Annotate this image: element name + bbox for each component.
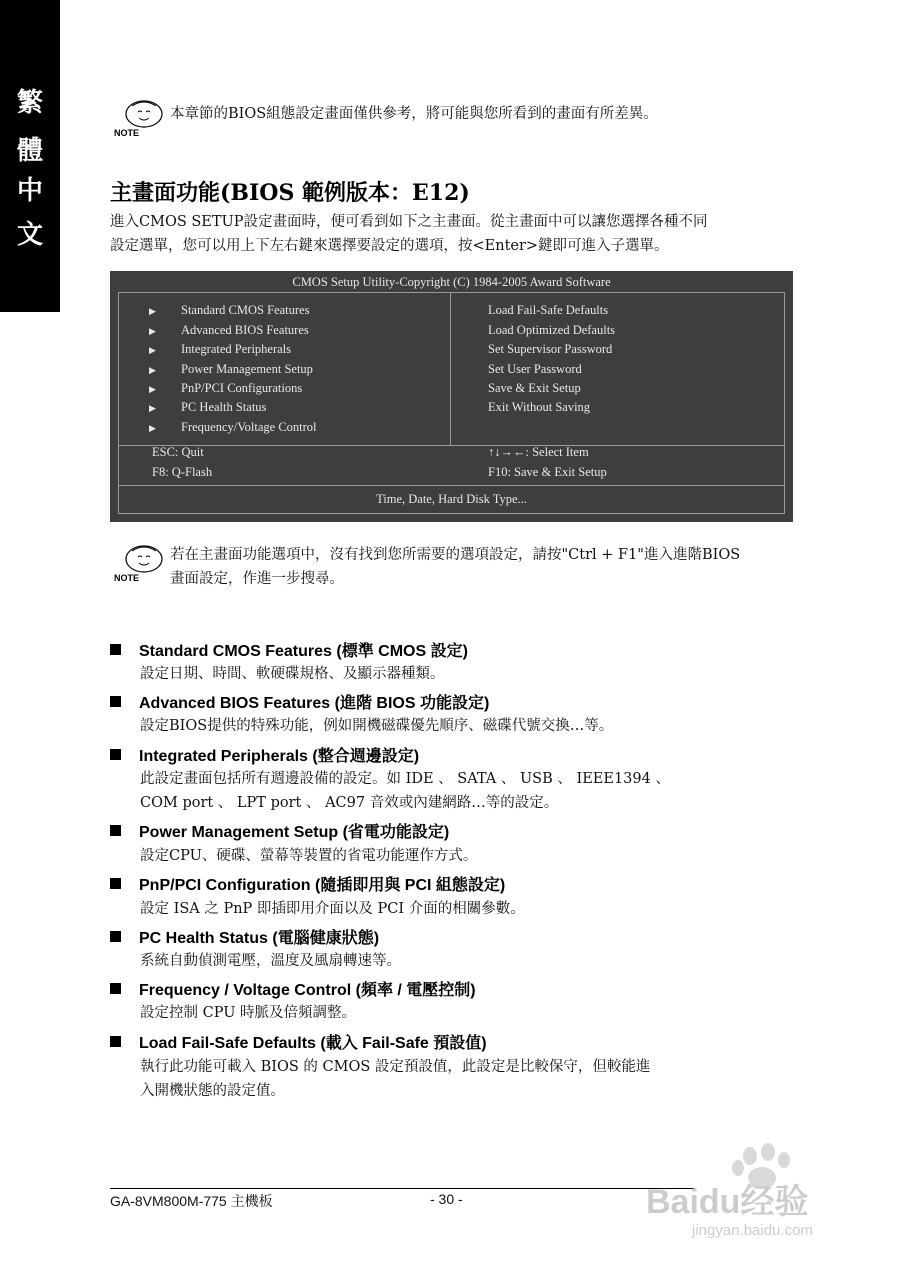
bios-key-f8: F8: Q-Flash: [152, 465, 213, 479]
bios-main-menu-screenshot: [110, 271, 793, 522]
intro-paragraph: [110, 210, 800, 258]
section-title-load-failsafe: Load Fail-Safe Defaults (載入 Fail-Safe 預設值): [110, 1030, 487, 1053]
note-icon-label: NOTE: [114, 573, 140, 583]
section-title-standard-cmos: Standard CMOS Features (標準 CMOS 設定): [110, 638, 468, 661]
footer-model: GA-8VM800M-775 主機板: [110, 1193, 273, 1209]
bios-menu-item-exit-without-saving[interactable]: Exit Without Saving: [488, 400, 591, 414]
note-icon-label: NOTE: [114, 128, 140, 138]
square-bullet-icon: [110, 983, 121, 994]
bios-menu-item-user-password[interactable]: Set User Password: [488, 362, 582, 376]
bios-key-f10: F10: Save & Exit Setup: [488, 465, 607, 479]
section-title-advanced-bios: Advanced BIOS Features (進階 BIOS 功能設定): [110, 690, 489, 713]
divider: [450, 293, 451, 445]
side-tab-char: 繁: [16, 88, 43, 118]
square-bullet-icon: [110, 878, 121, 889]
divider: [119, 485, 784, 486]
note-text: [170, 543, 800, 591]
page-title: 主畫面功能(BIOS 範例版本：E12): [110, 180, 470, 206]
bios-title: CMOS Setup Utility-Copyright (C) 1984-2005 Award Software: [292, 275, 611, 289]
bios-menu-item-integrated-peripherals[interactable]: ▶ Integrated Peripherals: [149, 342, 292, 356]
side-tab-char: 文: [16, 220, 43, 250]
section-description: 執行此功能可載入 BIOS 的 CMOS 設定預設值，此設定是比較保守，但較能進 入開機狀態的設定值。: [140, 1059, 651, 1099]
square-bullet-icon: [110, 931, 121, 942]
arrow-right-icon: ▶: [149, 345, 156, 355]
section-description: 系統自動偵測電壓，溫度及風扇轉速等。: [140, 953, 401, 969]
arrow-right-icon: ▶: [149, 423, 156, 433]
section-description: 設定BIOS提供的特殊功能，例如開機磁碟優先順序、磁碟代號交換…等。: [140, 718, 614, 734]
bios-menu-item-frequency-voltage[interactable]: ▶ Frequency/Voltage Control: [149, 420, 317, 434]
note-line: 若在主畫面功能選項中，沒有找到您所需要的選項設定，請按"Ctrl + F1"進入進階BIOS: [170, 547, 741, 563]
section-title-integrated-peripherals: Integrated Peripherals (整合週邊設定): [110, 743, 419, 766]
watermark-url: jingyan.baidu.com: [692, 1222, 813, 1239]
bios-menu-item-pnp-pci[interactable]: ▶ PnP/PCI Configurations: [149, 381, 303, 395]
side-tab-char: 中: [16, 176, 43, 206]
arrow-right-icon: ▶: [149, 384, 156, 394]
note-icon: [112, 543, 164, 583]
bios-menu-item-power-management[interactable]: ▶ Power Management Setup: [149, 362, 313, 376]
section-title-power-management: Power Management Setup (省電功能設定): [110, 819, 449, 842]
baidu-watermark: [646, 1138, 856, 1248]
watermark-brand: Baidu经验: [646, 1183, 809, 1221]
bios-menu-item-supervisor-password[interactable]: Set Supervisor Password: [488, 342, 613, 356]
section-description: 設定CPU、硬碟、螢幕等裝置的省電功能運作方式。: [140, 848, 478, 864]
bios-menu-item-pc-health[interactable]: ▶ PC Health Status: [149, 400, 267, 414]
section-title-pc-health: PC Health Status (電腦健康狀態): [110, 925, 379, 948]
arrow-right-icon: ▶: [149, 403, 156, 413]
section-description: 設定日期、時間、軟硬碟規格、及顯示器種類。: [140, 666, 445, 682]
arrow-right-icon: ▶: [149, 306, 156, 316]
bios-menu-item-load-optimized[interactable]: Load Optimized Defaults: [488, 323, 616, 337]
bios-key-select: ↑↓→←: Select Item: [488, 445, 589, 459]
note-icon: [112, 98, 164, 138]
square-bullet-icon: [110, 825, 121, 836]
section-description: 此設定畫面包括所有週邊設備的設定。如 IDE 、 SATA 、 USB 、 IEEE1394 、 COM port 、 LPT port 、 AC97 音效或內建網路…等的設定。: [140, 771, 670, 811]
square-bullet-icon: [110, 644, 121, 655]
bios-menu-item-load-failsafe[interactable]: Load Fail-Safe Defaults: [488, 303, 609, 317]
arrow-right-icon: ▶: [149, 326, 156, 336]
bios-menu-item-save-exit[interactable]: Save & Exit Setup: [488, 381, 581, 395]
footer-divider: [110, 1188, 694, 1189]
bios-key-esc: ESC: Quit: [152, 445, 204, 459]
side-tab-char: 體: [16, 136, 43, 166]
bios-menu-item-standard-cmos[interactable]: ▶ Standard CMOS Features: [149, 303, 310, 317]
section-title-pnp-pci: PnP/PCI Configuration (隨插即用與 PCI 組態設定): [110, 872, 505, 895]
section-description: 設定控制 CPU 時脈及倍頻調整。: [140, 1005, 357, 1021]
language-side-tab: [0, 0, 60, 312]
section-description: 設定 ISA 之 PnP 即插即用介面以及 PCI 介面的相關參數。: [140, 901, 525, 917]
arrow-right-icon: ▶: [149, 365, 156, 375]
divider: [119, 445, 784, 446]
bios-menu-item-advanced-bios[interactable]: ▶ Advanced BIOS Features: [149, 323, 309, 337]
intro-line: 進入CMOS SETUP設定畫面時，便可看到如下之主畫面。從主畫面中可以讓您選擇各種不同: [110, 214, 708, 230]
note-text: 本章節的BIOS組態設定畫面僅供參考，將可能與您所看到的畫面有所差異。: [170, 106, 658, 122]
square-bullet-icon: [110, 696, 121, 707]
bios-menu-panel: [118, 292, 785, 514]
page-number: - 30 -: [430, 1191, 463, 1207]
section-title-frequency-voltage: Frequency / Voltage Control (頻率 / 電壓控制): [110, 977, 476, 1000]
bios-status-line: Time, Date, Hard Disk Type...: [376, 492, 527, 506]
square-bullet-icon: [110, 1036, 121, 1047]
note-line: 畫面設定，作進一步搜尋。: [170, 571, 344, 587]
square-bullet-icon: [110, 749, 121, 760]
intro-line: 設定選單，您可以用上下左右鍵來選擇要設定的選項，按<Enter>鍵即可進入子選單。: [110, 238, 669, 254]
